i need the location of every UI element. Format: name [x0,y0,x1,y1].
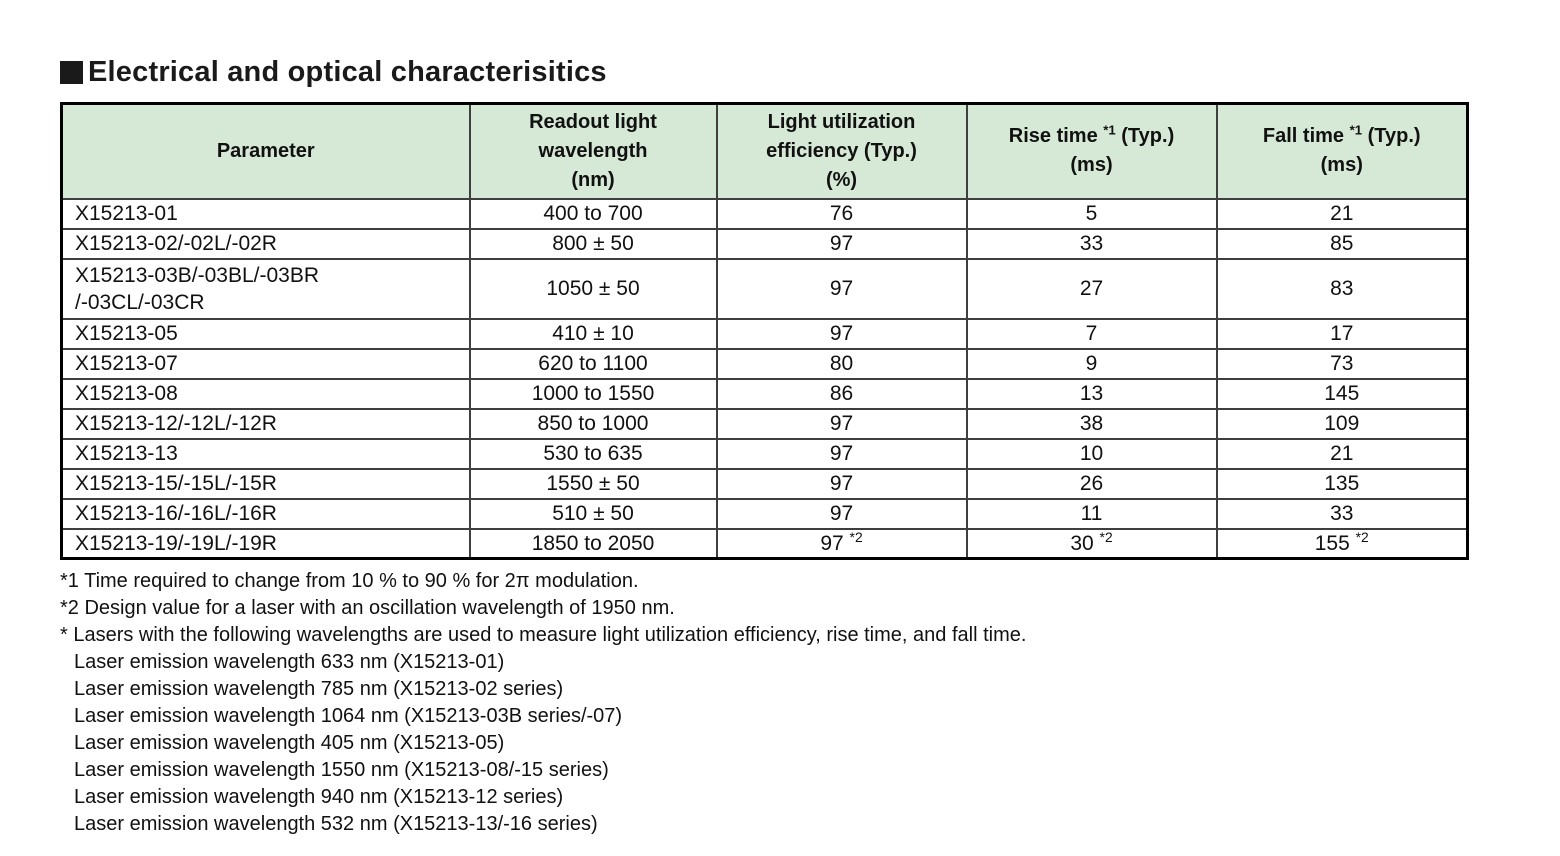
footnote-line: Laser emission wavelength 1064 nm (X15213-03B series/-07) [74,705,623,727]
table-row [62,439,1468,469]
table-header-row [62,104,1468,199]
section-marker-icon [60,61,83,84]
table-row [62,229,1468,259]
footnote-line: Laser emission wavelength 1550 nm (X15213-08/-15 series) [74,759,609,781]
parameter-cell: X15213-13 [62,439,470,469]
fall-time-cell: 73 [1217,349,1468,379]
fall-time-cell: 21 [1217,439,1468,469]
wavelength-cell: 400 to 700 [470,199,717,229]
fall-time-cell: 109 [1217,409,1468,439]
rise-time-cell: 9 [967,349,1217,379]
efficiency-cell: 80 [717,349,967,379]
footnote-line: * Lasers with the following wavelengths are used to measure light utilization efficiency, rise time, and fall time. [60,624,1027,646]
efficiency-cell: 97 [717,439,967,469]
table-row [62,469,1468,499]
footnotes [60,568,1466,838]
table-row [62,319,1468,349]
rise-time-cell: 30 $^{*2}$ [967,529,1217,559]
efficiency-cell: 97 [717,409,967,439]
rise-time-cell: 5 [967,199,1217,229]
fall-time-cell: 21 [1217,199,1468,229]
table-row [62,199,1468,229]
footnote-line: Laser emission wavelength 405 nm (X15213-05) [74,732,505,754]
datasheet-page [60,56,1466,838]
footnote-line: Laser emission wavelength 633 nm (X15213-01) [74,651,505,673]
table-body [62,199,1468,559]
wavelength-cell: 530 to 635 [470,439,717,469]
parameter-cell: X15213-15/-15L/-15R [62,469,470,499]
parameter-cell: X15213-16/-16L/-16R [62,499,470,529]
footnote-line: Laser emission wavelength 532 nm (X15213-13/-16 series) [74,813,598,835]
table-row [62,409,1468,439]
footnote-line: Laser emission wavelength 940 nm (X15213-12 series) [74,786,564,808]
rise-time-cell: 11 [967,499,1217,529]
fall-time-cell: 135 [1217,469,1468,499]
efficiency-cell: 97 [717,469,967,499]
parameter-cell: X15213-08 [62,379,470,409]
wavelength-cell: 1550 ± 50 [470,469,717,499]
column-header-efficiency: Light utilization efficiency (Typ.) (%) [717,104,967,199]
section-title [60,56,1466,89]
wavelength-cell: 1850 to 2050 [470,529,717,559]
parameter-cell: X15213-05 [62,319,470,349]
table-row [62,259,1468,319]
table-row [62,499,1468,529]
table-header [62,104,1468,199]
rise-time-cell: 7 [967,319,1217,349]
efficiency-cell: 97 $^{*2}$ [717,529,967,559]
parameter-cell: X15213-02/-02L/-02R [62,229,470,259]
rise-time-cell: 13 [967,379,1217,409]
parameter-cell: X15213-07 [62,349,470,379]
rise-time-cell: 38 [967,409,1217,439]
efficiency-cell: 86 [717,379,967,409]
footnote-line: *1 Time required to change from 10 % to 90 % for 2π modulation. [60,570,639,592]
characteristics-table [60,102,1469,560]
table-row [62,349,1468,379]
parameter-cell: X15213-03B/-03BL/-03BR /-03CL/-03CR [62,259,470,319]
footnote-line: Laser emission wavelength 785 nm (X15213-02 series) [74,678,564,700]
efficiency-cell: 97 [717,499,967,529]
efficiency-cell: 97 [717,229,967,259]
wavelength-cell: 510 ± 50 [470,499,717,529]
wavelength-cell: 850 to 1000 [470,409,717,439]
fall-time-cell: 85 [1217,229,1468,259]
rise-time-cell: 27 [967,259,1217,319]
column-header-wavelength: Readout light wavelength (nm) [470,104,717,199]
table-row [62,529,1468,559]
wavelength-cell: 1050 ± 50 [470,259,717,319]
section-title-text: Electrical and optical characterisitics [88,56,607,88]
parameter-cell: X15213-12/-12L/-12R [62,409,470,439]
footnote-line: *2 Design value for a laser with an oscillation wavelength of 1950 nm. [60,597,675,619]
wavelength-cell: 410 ± 10 [470,319,717,349]
rise-time-cell: 10 [967,439,1217,469]
wavelength-cell: 1000 to 1550 [470,379,717,409]
fall-time-cell: 33 [1217,499,1468,529]
efficiency-cell: 97 [717,319,967,349]
fall-time-cell: 83 [1217,259,1468,319]
rise-time-cell: 33 [967,229,1217,259]
table-row [62,379,1468,409]
fall-time-cell: 145 [1217,379,1468,409]
wavelength-cell: 620 to 1100 [470,349,717,379]
column-header-rise-time: Rise time $^{*1}$ (Typ.) (ms) [967,104,1217,199]
wavelength-cell: 800 ± 50 [470,229,717,259]
efficiency-cell: 97 [717,259,967,319]
parameter-cell: X15213-01 [62,199,470,229]
fall-time-cell: 17 [1217,319,1468,349]
column-header-parameter: Parameter [62,104,470,199]
parameter-cell: X15213-19/-19L/-19R [62,529,470,559]
rise-time-cell: 26 [967,469,1217,499]
efficiency-cell: 76 [717,199,967,229]
column-header-fall-time: Fall time $^{*1}$ (Typ.) (ms) [1217,104,1468,199]
fall-time-cell: 155 $^{*2}$ [1217,529,1468,559]
